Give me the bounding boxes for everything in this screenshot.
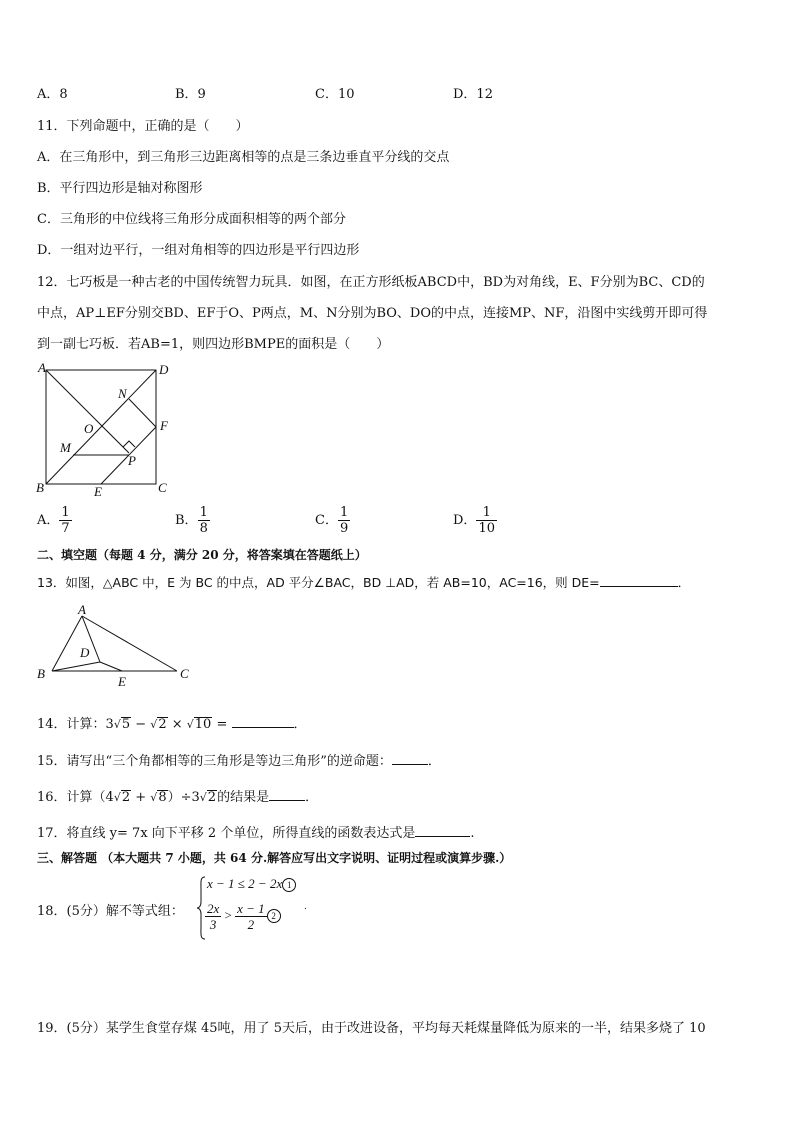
q11-option-b: B．平行四边形是轴对称图形 [37,181,203,196]
triangle-label-a: A [78,602,86,617]
q11-stem: 11．下列命题中，正确的是（ ） [37,119,249,134]
q12-option-d: D． $\frac{1}{10}$ [453,505,495,536]
tangram-label-p: P [128,453,136,468]
q10-option-b: B．9 [175,87,206,102]
q19-text: 19．(5分）某学生食堂存煤 45吨，用了 5天后，由于改进设备，平均每天耗煤量降低为原来的一半，结果多烧了 10 [37,1021,706,1036]
q12-option-b: B． $\frac{1}{8}$ [175,505,208,536]
tangram-label-n: N [118,386,127,401]
q18-label: 18．(5分）解不等式组： [37,904,184,919]
tangram-label-a: A [38,360,46,375]
q16-text: 16．计算（4√2 + √8）÷3√2的结果是 ． [37,790,319,805]
tangram-label-c: C [158,480,167,495]
q14-text: 14．计算：3√5 − √2 × √10 = ． [37,717,307,732]
q18-inequality-2: $\frac{2x}{3}$ > $\frac{x - 1}{2}$ 2 [205,901,281,932]
q11-option-c: C．三角形的中位线将三角形分成面积相等的两个部分 [37,212,346,227]
q10-option-d: D．12 [453,87,493,102]
q18-dot: . [304,902,307,912]
circled-1-icon: 1 [282,878,296,892]
triangle-label-d: D [80,645,90,660]
triangle-label-b: B [37,666,45,681]
q12-option-c: C． $\frac{1}{9}$ [315,505,349,536]
q12-option-a: A． $\frac{1}{7}$ [37,505,70,536]
q17-text: 17．将直线 y= 7x 向下平移 2 个单位，所得直线的函数表达式是 . [37,826,475,841]
q11-option-d: D．一组对边平行，一组对角相等的四边形是平行四边形 [37,243,360,258]
tangram-label-o: O [84,421,94,436]
q15-text: 15．请写出“三个角都相等的三角形是等边三角形”的逆命题： ． [37,754,441,769]
q12-line2: 中点，AP⊥EF分别交BD、EF于O、P两点，M、N分别为BO、DO的中点，连接MP、NF，沿图中实线剪开即可得 [37,306,708,321]
tangram-label-e: E [94,484,102,498]
q10-option-a: A．8 [37,87,68,102]
tangram-label-b: B [36,480,44,495]
q12-line1: 12．七巧板是一种古老的中国传统智力玩具．如图，在正方形纸板ABCD中，BD为对角线，E、F分别为BC、CD的 [37,275,705,290]
tangram-label-m: M [60,440,71,455]
q18-inequality-1: x − 1 ≤ 2 − 2x 1 [207,876,296,892]
tangram-label-f: F [160,418,168,433]
tangram-label-d: D [159,362,169,377]
section-solve-heading: 三、解答题 （本大题共 7 小题，共 64 分.解答应写出文字说明、证明过程或演算步骤.） [37,851,512,865]
triangle-figure [30,600,200,692]
q12-line3: 到一副七巧板．若AB=1，则四边形BMPE的面积是（ ） [37,337,390,352]
tangram-figure [30,358,180,498]
q13-text: 13．如图，△ABC 中，E 为 BC 的中点，AD 平分∠BAC，BD ⊥AD，若 AB=10，AC=16，则 DE= ． [37,575,691,590]
q10-option-c: C．10 [315,87,355,102]
triangle-label-e: E [118,674,126,689]
q11-option-a: A．在三角形中，到三角形三边距离相等的点是三条边垂直平分线的交点 [37,150,450,165]
triangle-label-c: C [180,666,189,681]
circled-2-icon: 2 [267,909,281,923]
section-fill-in-heading: 二、填空题（每题 4 分，满分 20 分，将答案填在答题纸上） [37,548,367,562]
